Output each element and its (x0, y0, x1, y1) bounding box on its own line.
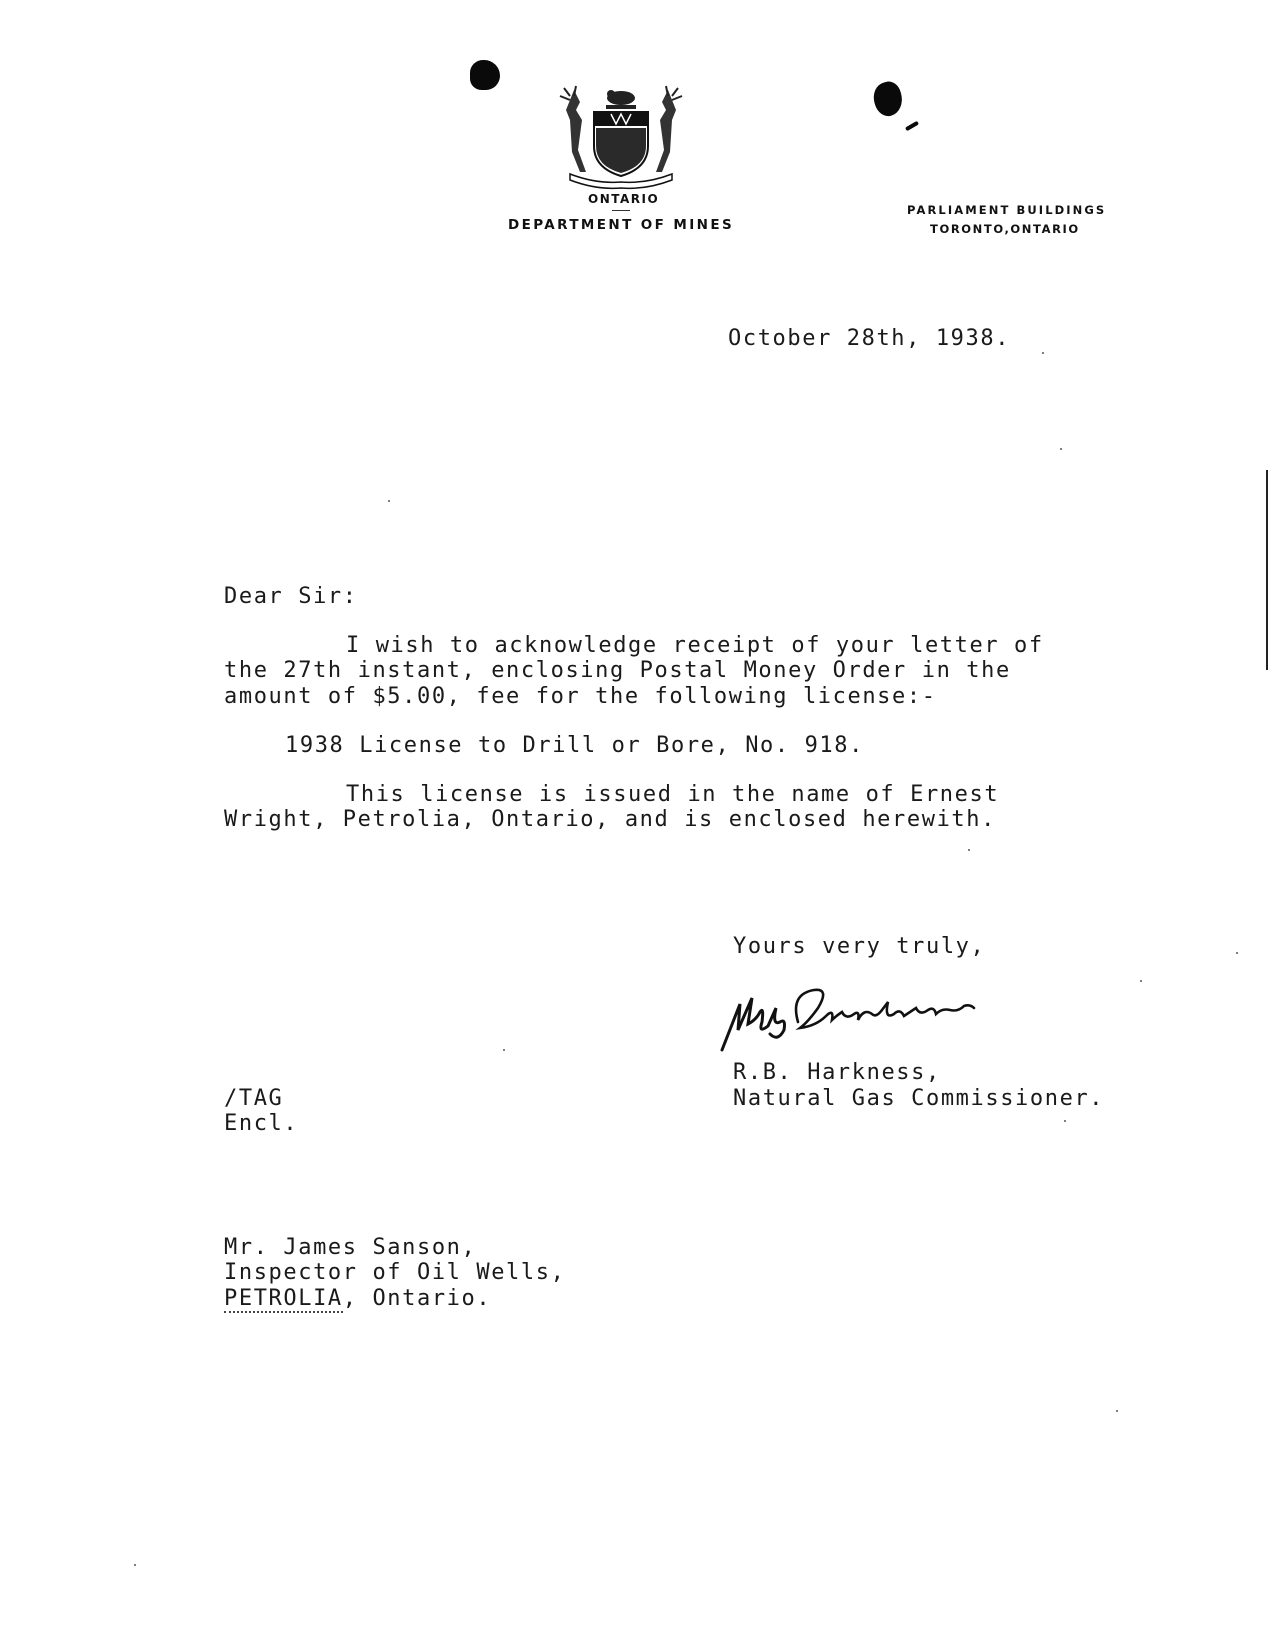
recipient-title: Inspector of Oil Wells, (224, 1260, 566, 1285)
salutation: Dear Sir: (224, 584, 358, 609)
scan-speck (1140, 980, 1142, 982)
letterhead-address-line1: PARLIAMENT BUILDINGS (907, 203, 1107, 217)
scan-speck (1116, 1410, 1118, 1412)
ink-blot-left (470, 60, 500, 90)
reference-initials: /TAG (224, 1086, 284, 1111)
scan-speck (1060, 448, 1062, 450)
scan-speck (1064, 1120, 1066, 1122)
complimentary-close: Yours very truly, (733, 934, 986, 959)
handwritten-signature (718, 986, 1018, 1056)
letterhead-province: ONTARIO (588, 192, 660, 206)
body-para1-line3: amount of $5.00, fee for the following license:- (224, 684, 937, 709)
letterhead-rule (612, 210, 630, 211)
body-para2-line2: Wright, Petrolia, Ontario, and is enclosed herewith. (224, 807, 996, 832)
ink-blot-right (870, 79, 906, 119)
body-para1-line2: the 27th instant, enclosing Postal Money Order in the (224, 658, 1011, 683)
scan-speck (134, 1564, 136, 1566)
enclosure-note: Encl. (224, 1111, 299, 1136)
recipient-province: , Ontario. (342, 1286, 492, 1311)
scan-edge-line (1266, 470, 1268, 670)
letterhead-address-line2: TORONTO,ONTARIO (930, 222, 1080, 236)
recipient-address (224, 1286, 491, 1311)
letterhead-department: DEPARTMENT OF MINES (508, 217, 735, 233)
body-para1-line1: I wish to acknowledge receipt of your letter of (346, 633, 1044, 658)
scan-speck (503, 1049, 505, 1051)
scan-speck (388, 500, 390, 502)
recipient-name: Mr. James Sanson, (224, 1235, 477, 1260)
license-line: 1938 License to Drill or Bore, No. 918. (285, 733, 864, 758)
scan-speck (1236, 952, 1238, 954)
signer-title: Natural Gas Commissioner. (733, 1086, 1105, 1111)
signer-name: R.B. Harkness, (733, 1060, 941, 1085)
ink-mark-right (905, 121, 919, 131)
coat-of-arms-icon (556, 80, 686, 192)
recipient-city: PETROLIA (224, 1286, 343, 1311)
scan-speck (968, 849, 970, 851)
letter-date: October 28th, 1938. (728, 326, 1011, 351)
body-para2-line1: This license is issued in the name of Ernest (346, 782, 1000, 807)
scan-speck (1042, 352, 1044, 354)
